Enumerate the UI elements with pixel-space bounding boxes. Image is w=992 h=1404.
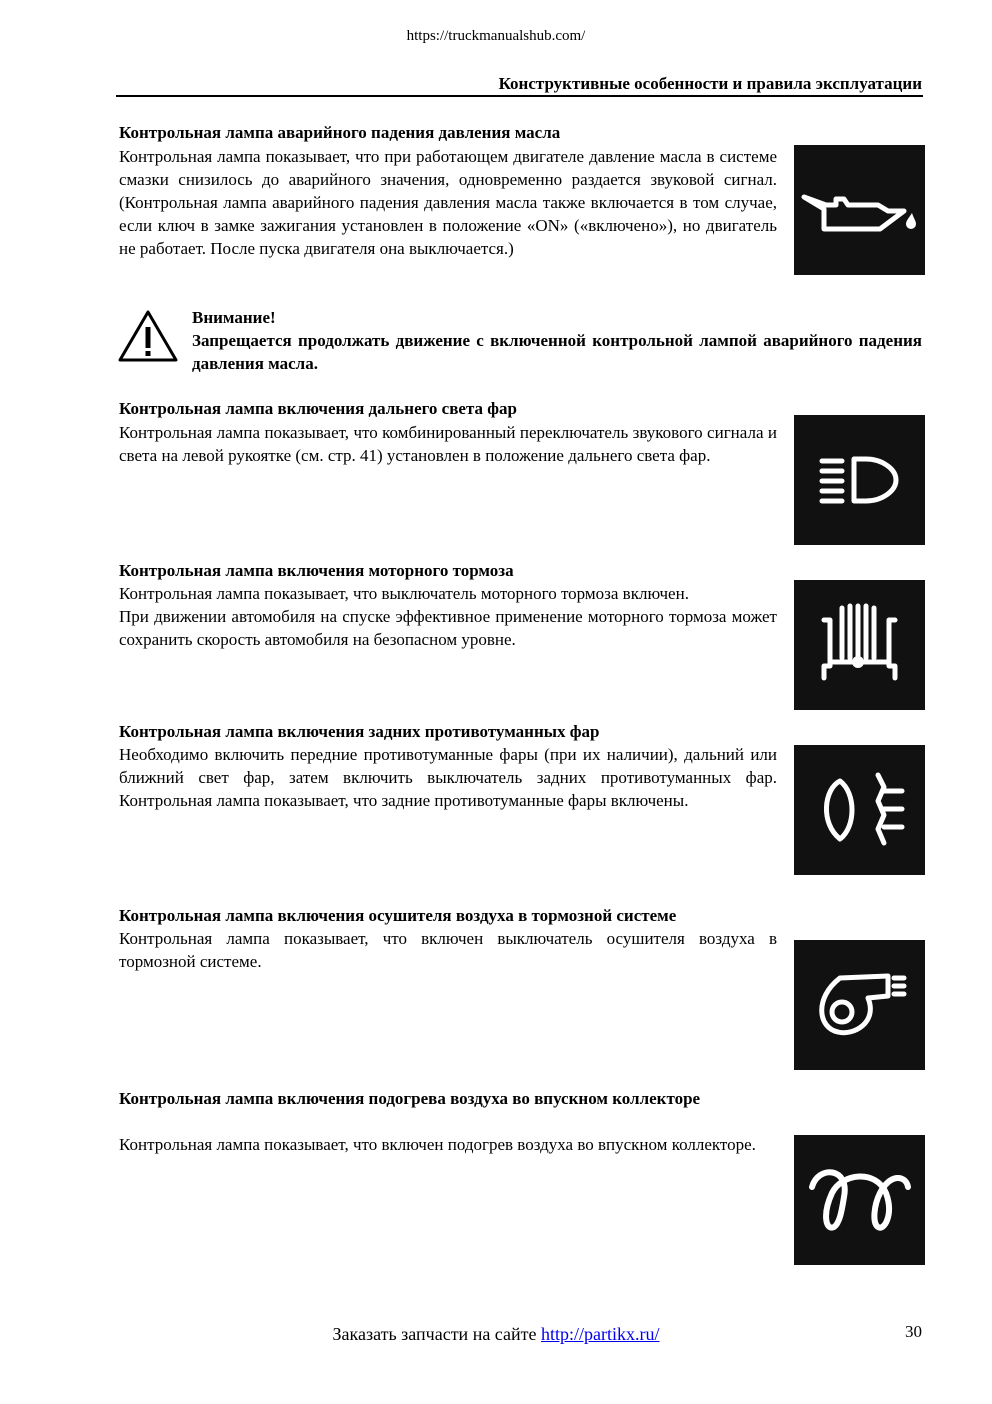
header-url: https://truckmanualshub.com/ — [406, 28, 586, 44]
header-divider — [116, 95, 923, 97]
section-body-high-beam — [119, 421, 777, 467]
high-beam-icon — [794, 415, 925, 545]
paragraph: Контрольная лампа показывает, что включен выключатель осушителя воздуха в тормозной системе. — [119, 929, 777, 971]
section-title-high-beam: Контрольная лампа включения дальнего света фар — [119, 399, 517, 418]
section-title-oil-pressure: Контрольная лампа аварийного падения давления масла — [119, 123, 561, 142]
paragraph: Контрольная лампа показывает, что при работающем двигателе давление масла в системе смазки снизилось до аварийного значения, одновременно раздается звуковой сигнал. (Контрольная лампа аварийного падения давления масла также включается в том случае, если ключ в замке зажигания установлен в положение «ON» («включено»), но двигатель не работает. После пуска двигателя она выключается.) — [119, 147, 777, 258]
paragraph: Необходимо включить передние противотуманные фары (при их наличии), дальний или ближний свет фар, затем включить выключатель задних противотуманных фар. Контрольная лампа показывает, что задние противотуманные фары включены. — [119, 745, 777, 810]
warning-text: Запрещается продолжать движение с включенной контрольной лампой аварийного падения давления масла. — [192, 331, 922, 373]
footer — [0, 1324, 992, 1345]
section-title-air-dryer: Контрольная лампа включения осушителя воздуха в тормозной системе — [119, 906, 677, 925]
section-body-engine-brake — [119, 582, 777, 651]
section-title-intake-heater: Контрольная лампа включения подогрева воздуха во впускном коллекторе — [119, 1089, 701, 1108]
running-title: Конструктивные особенности и правила эксплуатации — [498, 74, 922, 93]
section-title-rear-fog: Контрольная лампа включения задних противотуманных фар — [119, 722, 600, 741]
paragraph: Контрольная лампа показывает, что выключатель моторного тормоза включен. — [119, 584, 689, 603]
air-dryer-icon — [794, 940, 925, 1070]
section-body-rear-fog — [119, 743, 777, 812]
engine-brake-icon — [794, 580, 925, 710]
paragraph: Контрольная лампа показывает, что включен подогрев воздуха во впускном коллекторе. — [119, 1135, 756, 1154]
section-body-air-dryer — [119, 927, 777, 973]
rear-fog-light-icon — [794, 745, 925, 875]
footer-prefix: Заказать запчасти на сайте — [332, 1324, 541, 1344]
section-title-engine-brake: Контрольная лампа включения моторного тормоза — [119, 561, 514, 580]
paragraph: При движении автомобиля на спуске эффективное применение моторного тормоза может сохранить скорость автомобиля на безопасном уровне. — [119, 607, 777, 649]
warning-title: Внимание! — [192, 308, 276, 327]
section-body-intake-heater — [119, 1133, 777, 1156]
page-number: 30 — [905, 1322, 922, 1341]
intake-air-heater-icon — [794, 1135, 925, 1265]
oil-can-icon — [794, 145, 925, 275]
warning-triangle-icon — [117, 309, 179, 363]
footer-link[interactable]: http://partikx.ru/ — [541, 1324, 660, 1344]
paragraph: Контрольная лампа показывает, что комбинированный переключатель звукового сигнала и света на левой рукоятке (см. стр. 41) установлен в положение дальнего света фар. — [119, 423, 777, 465]
section-body-oil-pressure — [119, 145, 777, 260]
